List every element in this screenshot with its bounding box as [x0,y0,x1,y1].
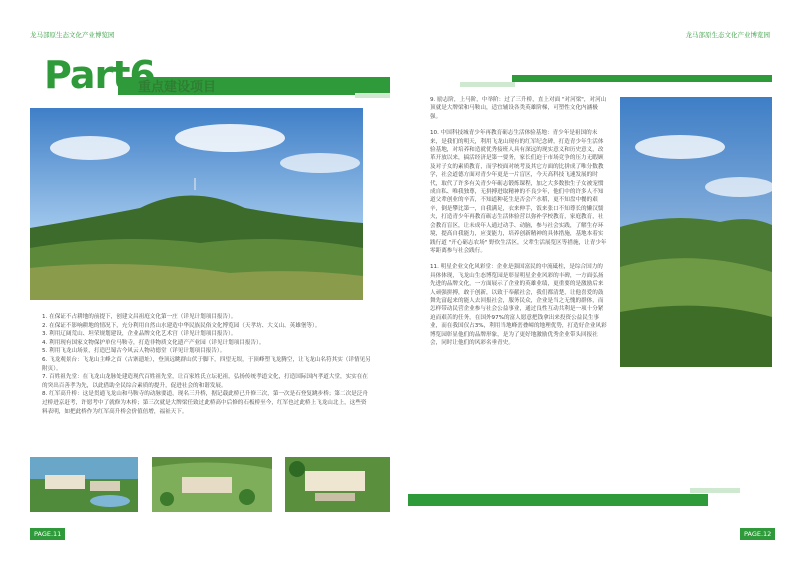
list-item: 8. 红军高升桥：这是贯通飞龙山和马鞍寺的动脉要道，现名三升桥，据记载此桥已升修三次，第一次是石登复跳步桥；第二次是泛舟过桥进京赶考，许愿考中了就修为木桥；第三次就是大牌梁任致过此桥高中后修的石板桥至今，红军也过此桥上飞龙山北上，这些资料表明，如把此桥作为红军高升桥会价值倍增，福祉天下。 [42,391,368,415]
project-list [42,313,372,416]
park-render-1-illustration [30,457,138,512]
right-bottom-bar-accent [690,488,740,493]
right-top-bar [512,75,772,82]
hill-valley-photo [620,97,772,367]
right-page-number: PAGE.12 [740,528,775,540]
paragraph: 11. 明星企业文化风彩堂：企业是强国富民的中流砥柱，是综合国力的具体体现，飞龙山生态博览园是彰显明星企业风彩的丰碑，一方面弘扬先进的品牌文化，一方面展示了企业的英雄业绩，更重要的是激励后来人顽强拼搏，敢于创新，以致于奉献社会，我们都清楚，让他喜爱的鼓舞先富起来的能人去回报社会，服务民众，企业是当之无愧的群体，而怎样带动民营企业参与社会公益事业，通过良性互动共利是一项十分紧迫而艰苦的任务，在国外97%的富人愿意把钱拿出来投资公益民生事业，而在我国仅占3%，利用当地峰峦叠嶂的地理优势，打造好企业风彩博览园彰显他们的品牌形象，是为了更好地激励优秀企业带头回报社会，同时让他们的风彩名垂青史。 [430,264,607,346]
list-item: 3. 利用辽阔荒山、坦荣规划建设，企业品牌文化艺术宫（详见计划项目报告）。 [42,331,237,338]
paragraph: 10. 中国科技城青少年再教育砺志生活体验基地：青少年是祖国的未来，是我们的明天，利用飞龙山现有的红军纪念碑，打造青少年生活体验基地，对培养和造就优秀接班人具有深远的现实意义和历史意义，改革开放以来，搞活经济是第一要务，家长们迫于市场竞争的压力无暇顾及对子女的素质教育，而学校面对统考及其它方面的比拼成了唯分数教学，社会道德方面对青少年更是一片盲区，今天高科技飞速发展的时代，取代了许多有关青少年砺志锻炼课程，加之大多数独生子女被宠惯成自私、唯我独尊，无拼搏进取精神的不良少年，他们中的许多人不知道父辈创业的辛苦，不知道种花生是否会产水稻，更不知盘中餐的艰辛，倒是攀比第一，自我满足，衣来伸手，饭来张口不知尊长的懒汉懦夫，打造青少年再教育砺志生活体验营以弥补学校教育，家庭教育，社会教育盲区，让未成年人通过动手、动脑，参与社会实践，了解生存环境，提高自我能力，应变能力，培养创新精神的具体措施，基地本着实践行道 "开心砺志农场" 野炊生活区，父辈生活展览区等措施，让青少年零距离参与社会践行。 [430,130,607,254]
right-text-column [430,96,608,355]
list-item: 2. 在保证不影响耕地的情况下，充分利用自然山水建造中华民族民俗文化博览园（天孝坊、大义山、英雄堡等）。 [42,322,321,329]
valley-illustration [620,97,772,367]
section-title: 重点建设项目 [138,80,217,95]
park-render-photo-1 [30,457,138,512]
right-header-title: 龙马部原生态文化产业博览园 [685,31,770,39]
hill-landscape-photo [30,108,363,300]
list-item: 7. 百姓祖先堂：在飞龙山龙脉处建造现代百姓祖先堂，让百家姓氏立坛祀祖，弘扬传统孝道文化，打造国际国内孝道大堂，实实在在的突出百善孝为先，以此借助全民综合素质的提升，促进社会的和谐发展。 [42,374,368,389]
list-item: 4. 利用现有国家文物保护单位马鞍寺，打造非物质文化遗产产业园（详见计划项目报告）。 [42,339,265,346]
park-render-2-illustration [152,457,272,512]
park-render-photo-2 [152,457,272,512]
right-top-bar-accent [460,82,515,87]
list-item: 1. 在保证不占耕地的前提下，创建文昌祖庭文化第一庄（详见计划项目报告）。 [42,314,237,320]
park-render-3-illustration [285,457,390,512]
list-item: 6. 飞龙观景台：飞龙山主峰之首（古寨遗址），登顶远眺群山伏于脚下，四望无垠，于顶峰塑飞龙腾空，让飞龙山名符其实（详情见另附页）。 [42,356,371,372]
part-number: Part6 [44,53,155,97]
right-bottom-bar [408,494,708,506]
left-header-title: 龙马部原生态文化产业博览园 [30,31,115,39]
paragraph: 9. 励志阶，上马阶，中举阶：过了三升桥，直上对面 "对河梁"，对河山顶就是大牌梁和马鞍山，适宜辅设各类英雄阶梯，可塑性文化内涵极强。 [430,97,607,120]
landscape-illustration [30,108,363,300]
list-item: 5. 利用飞龙山场景，打造巴蜀古今风云人物功德堂（详见计划项目报告）。 [42,348,226,355]
left-page-number: PAGE.11 [30,528,65,540]
title-bar-accent [355,93,390,98]
park-render-photo-3 [285,457,390,512]
